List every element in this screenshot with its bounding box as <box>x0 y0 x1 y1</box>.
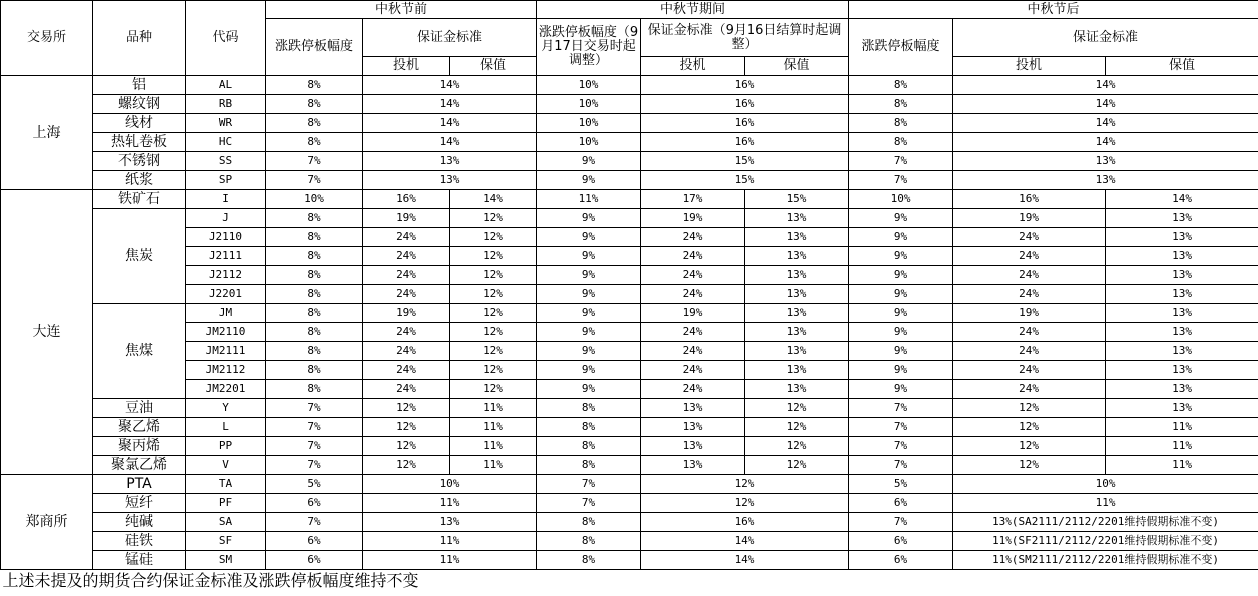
limit-cell: 7% <box>849 171 953 190</box>
table-row <box>1 418 1258 437</box>
hedge-margin-cell: 12% <box>450 380 537 399</box>
limit-cell: 7% <box>849 418 953 437</box>
code-cell-pp: PP <box>186 437 266 456</box>
spec-margin-cell: 19% <box>363 304 450 323</box>
hedge-margin-cell: 13% <box>745 304 849 323</box>
margin-cell: 14% <box>953 133 1258 152</box>
hedge-margin-cell: 13% <box>1106 361 1258 380</box>
product-cell: 纯碱 <box>93 513 186 532</box>
hedge-margin-cell: 12% <box>450 266 537 285</box>
product-cell: 短纤 <box>93 494 186 513</box>
limit-cell: 9% <box>537 380 641 399</box>
code-cell-pf: PF <box>186 494 266 513</box>
margin-cell: 11%(SF2111/2112/2201维持假期标准不变) <box>953 532 1258 551</box>
table-row <box>1 285 1258 304</box>
limit-cell: 8% <box>266 133 363 152</box>
limit-cell: 10% <box>537 114 641 133</box>
limit-cell: 6% <box>849 532 953 551</box>
hedge-margin-cell: 13% <box>1106 266 1258 285</box>
limit-cell: 8% <box>537 532 641 551</box>
limit-cell: 7% <box>537 494 641 513</box>
spec-margin-cell: 24% <box>953 266 1106 285</box>
code-cell-j2110: J2110 <box>186 228 266 247</box>
table-row <box>1 247 1258 266</box>
limit-cell: 9% <box>537 152 641 171</box>
hedge-margin-cell: 13% <box>1106 342 1258 361</box>
product-cell: 螺纹钢 <box>93 95 186 114</box>
hedge-margin-cell: 13% <box>745 285 849 304</box>
code-cell-jm2112: JM2112 <box>186 361 266 380</box>
limit-cell: 5% <box>266 475 363 494</box>
table-row <box>1 323 1258 342</box>
hedge-margin-cell: 12% <box>450 342 537 361</box>
margin-cell: 15% <box>641 152 849 171</box>
spec-margin-cell: 19% <box>641 209 745 228</box>
product-cell: 铝 <box>93 76 186 95</box>
limit-cell: 9% <box>849 323 953 342</box>
margin-cell: 14% <box>363 133 537 152</box>
code-cell-j2112: J2112 <box>186 266 266 285</box>
spec-margin-cell: 24% <box>641 228 745 247</box>
margin-cell: 16% <box>641 114 849 133</box>
limit-cell: 8% <box>537 437 641 456</box>
code-cell-j2201: J2201 <box>186 285 266 304</box>
table-row <box>1 456 1258 475</box>
margin-cell: 12% <box>641 475 849 494</box>
spec-margin-cell: 16% <box>363 190 450 209</box>
limit-cell: 6% <box>849 494 953 513</box>
limit-cell: 9% <box>537 266 641 285</box>
limit-cell: 9% <box>537 323 641 342</box>
margin-cell: 14% <box>363 95 537 114</box>
code-cell-jm2201: JM2201 <box>186 380 266 399</box>
limit-cell: 7% <box>849 437 953 456</box>
hedge-margin-cell: 13% <box>1106 399 1258 418</box>
header-margin-during: 保证金标准（9月16日结算时起调整） <box>641 19 849 57</box>
margin-cell: 13%(SA2111/2112/2201维持假期标准不变) <box>953 513 1258 532</box>
product-cell: PTA <box>93 475 186 494</box>
table-row <box>1 513 1258 532</box>
hedge-margin-cell: 12% <box>450 285 537 304</box>
product-group-cell: 焦煤 <box>93 304 186 399</box>
header-limit-before: 涨跌停板幅度 <box>266 19 363 76</box>
margin-cell: 14% <box>363 76 537 95</box>
spec-margin-cell: 12% <box>953 399 1106 418</box>
product-cell: 热轧卷板 <box>93 133 186 152</box>
hedge-margin-cell: 11% <box>450 399 537 418</box>
spec-margin-cell: 24% <box>363 247 450 266</box>
period-title-during: 中秋节期间 <box>537 1 849 19</box>
margin-cell: 15% <box>641 171 849 190</box>
limit-cell: 7% <box>266 456 363 475</box>
code-cell-jm2110: JM2110 <box>186 323 266 342</box>
limit-cell: 8% <box>537 418 641 437</box>
hedge-margin-cell: 13% <box>745 342 849 361</box>
hedge-margin-cell: 13% <box>1106 380 1258 399</box>
hedge-margin-cell: 15% <box>745 190 849 209</box>
hedge-margin-cell: 11% <box>450 456 537 475</box>
limit-cell: 11% <box>537 190 641 209</box>
code-cell-sf: SF <box>186 532 266 551</box>
code-cell-wr: WR <box>186 114 266 133</box>
margin-cell: 16% <box>641 133 849 152</box>
table-row <box>1 209 1258 228</box>
margin-cell: 14% <box>953 114 1258 133</box>
code-cell-y: Y <box>186 399 266 418</box>
hedge-margin-cell: 13% <box>1106 228 1258 247</box>
spec-margin-cell: 19% <box>953 209 1106 228</box>
spec-margin-cell: 24% <box>953 285 1106 304</box>
spec-margin-cell: 19% <box>363 209 450 228</box>
table-row <box>1 380 1258 399</box>
margin-cell: 10% <box>363 475 537 494</box>
hedge-margin-cell: 12% <box>450 323 537 342</box>
limit-cell: 7% <box>537 475 641 494</box>
margin-cell: 14% <box>953 95 1258 114</box>
product-cell: 不锈钢 <box>93 152 186 171</box>
margin-cell: 14% <box>641 551 849 570</box>
spec-margin-cell: 12% <box>363 418 450 437</box>
limit-cell: 10% <box>537 133 641 152</box>
spec-margin-cell: 19% <box>641 304 745 323</box>
product-cell: 锰硅 <box>93 551 186 570</box>
code-cell-rb: RB <box>186 95 266 114</box>
limit-cell: 9% <box>849 342 953 361</box>
header-hedge-after: 保值 <box>1106 57 1258 76</box>
margin-cell: 11% <box>363 551 537 570</box>
code-cell-sp: SP <box>186 171 266 190</box>
limit-cell: 8% <box>266 228 363 247</box>
spec-margin-cell: 24% <box>953 323 1106 342</box>
limit-cell: 7% <box>266 152 363 171</box>
limit-cell: 8% <box>537 399 641 418</box>
limit-cell: 9% <box>849 380 953 399</box>
spec-margin-cell: 24% <box>953 361 1106 380</box>
spec-margin-cell: 12% <box>953 456 1106 475</box>
code-cell-hc: HC <box>186 133 266 152</box>
hedge-margin-cell: 13% <box>1106 209 1258 228</box>
header-spec-before: 投机 <box>363 57 450 76</box>
spec-margin-cell: 24% <box>641 323 745 342</box>
spec-margin-cell: 24% <box>641 247 745 266</box>
code-cell-ta: TA <box>186 475 266 494</box>
table-row <box>1 266 1258 285</box>
table-row <box>1 171 1258 190</box>
hedge-margin-cell: 13% <box>1106 304 1258 323</box>
limit-cell: 8% <box>266 114 363 133</box>
limit-cell: 10% <box>849 190 953 209</box>
exchange-cell: 大连 <box>1 190 93 475</box>
period-title-before: 中秋节前 <box>266 1 537 19</box>
margin-cell: 13% <box>953 152 1258 171</box>
limit-cell: 9% <box>849 266 953 285</box>
spec-margin-cell: 13% <box>641 399 745 418</box>
limit-cell: 6% <box>266 494 363 513</box>
spec-margin-cell: 19% <box>953 304 1106 323</box>
limit-cell: 6% <box>266 551 363 570</box>
hedge-margin-cell: 12% <box>450 304 537 323</box>
limit-cell: 8% <box>266 247 363 266</box>
spec-margin-cell: 24% <box>363 323 450 342</box>
table-row <box>1 361 1258 380</box>
margin-cell: 13% <box>953 171 1258 190</box>
code-cell-j2111: J2111 <box>186 247 266 266</box>
spec-margin-cell: 13% <box>641 418 745 437</box>
code-cell-sm: SM <box>186 551 266 570</box>
limit-cell: 8% <box>266 285 363 304</box>
table-row <box>1 494 1258 513</box>
margin-cell: 14% <box>953 76 1258 95</box>
header-margin-after: 保证金标准 <box>953 19 1258 57</box>
limit-cell: 9% <box>537 171 641 190</box>
table-row <box>1 551 1258 570</box>
limit-cell: 10% <box>537 95 641 114</box>
limit-cell: 7% <box>849 456 953 475</box>
hedge-margin-cell: 11% <box>450 437 537 456</box>
exchange-cell: 郑商所 <box>1 475 93 570</box>
spec-margin-cell: 13% <box>641 456 745 475</box>
limit-cell: 6% <box>849 551 953 570</box>
limit-cell: 9% <box>537 247 641 266</box>
margin-cell: 13% <box>363 513 537 532</box>
limit-cell: 8% <box>266 304 363 323</box>
limit-cell: 9% <box>537 304 641 323</box>
limit-cell: 9% <box>537 342 641 361</box>
limit-cell: 8% <box>266 76 363 95</box>
spec-margin-cell: 16% <box>953 190 1106 209</box>
spec-margin-cell: 24% <box>363 285 450 304</box>
spec-margin-cell: 12% <box>953 418 1106 437</box>
product-cell: 聚乙烯 <box>93 418 186 437</box>
limit-cell: 10% <box>266 190 363 209</box>
hedge-margin-cell: 13% <box>745 247 849 266</box>
limit-cell: 9% <box>849 209 953 228</box>
hedge-margin-cell: 12% <box>745 399 849 418</box>
header-code: 代码 <box>186 1 266 76</box>
limit-cell: 5% <box>849 475 953 494</box>
spec-margin-cell: 24% <box>953 247 1106 266</box>
limit-cell: 7% <box>849 513 953 532</box>
limit-cell: 8% <box>266 95 363 114</box>
spec-margin-cell: 24% <box>641 361 745 380</box>
table-row <box>1 95 1258 114</box>
spec-margin-cell: 24% <box>363 361 450 380</box>
header-spec-during: 投机 <box>641 57 745 76</box>
limit-cell: 7% <box>266 399 363 418</box>
limit-cell: 7% <box>849 399 953 418</box>
limit-cell: 9% <box>537 209 641 228</box>
hedge-margin-cell: 13% <box>745 228 849 247</box>
table-row <box>1 532 1258 551</box>
limit-cell: 7% <box>266 418 363 437</box>
header-hedge-before: 保值 <box>450 57 537 76</box>
table-row <box>1 342 1258 361</box>
hedge-margin-cell: 11% <box>1106 418 1258 437</box>
hedge-margin-cell: 14% <box>450 190 537 209</box>
header-spec-after: 投机 <box>953 57 1106 76</box>
margin-cell: 13% <box>363 152 537 171</box>
spec-margin-cell: 24% <box>953 342 1106 361</box>
product-cell: 硅铁 <box>93 532 186 551</box>
product-cell: 线材 <box>93 114 186 133</box>
hedge-margin-cell: 11% <box>1106 437 1258 456</box>
product-cell: 豆油 <box>93 399 186 418</box>
spec-margin-cell: 13% <box>641 437 745 456</box>
spec-margin-cell: 24% <box>641 342 745 361</box>
hedge-margin-cell: 12% <box>745 437 849 456</box>
table-row <box>1 475 1258 494</box>
margin-cell: 16% <box>641 76 849 95</box>
hedge-margin-cell: 14% <box>1106 190 1258 209</box>
limit-cell: 8% <box>537 513 641 532</box>
product-group-cell: 焦炭 <box>93 209 186 304</box>
spec-margin-cell: 24% <box>953 228 1106 247</box>
spec-margin-cell: 12% <box>953 437 1106 456</box>
limit-cell: 6% <box>266 532 363 551</box>
limit-cell: 8% <box>266 323 363 342</box>
hedge-margin-cell: 13% <box>745 380 849 399</box>
table-row <box>1 152 1258 171</box>
spec-margin-cell: 12% <box>363 456 450 475</box>
code-cell-l: L <box>186 418 266 437</box>
table-row <box>1 114 1258 133</box>
margin-cell: 13% <box>363 171 537 190</box>
limit-cell: 9% <box>849 304 953 323</box>
limit-cell: 7% <box>266 437 363 456</box>
limit-cell: 8% <box>266 266 363 285</box>
hedge-margin-cell: 12% <box>450 361 537 380</box>
table-row <box>1 133 1258 152</box>
spec-margin-cell: 24% <box>641 266 745 285</box>
header-margin-before: 保证金标准 <box>363 19 537 57</box>
hedge-margin-cell: 13% <box>745 361 849 380</box>
limit-cell: 7% <box>849 152 953 171</box>
table-row <box>1 190 1258 209</box>
limit-cell: 8% <box>849 114 953 133</box>
code-cell-jm: JM <box>186 304 266 323</box>
margin-cell: 10% <box>953 475 1258 494</box>
code-cell-v: V <box>186 456 266 475</box>
footnote: 上述未提及的期货合约保证金标准及涨跌停板幅度维持不变 <box>1 570 1258 592</box>
margin-cell: 12% <box>641 494 849 513</box>
limit-cell: 8% <box>849 95 953 114</box>
limit-cell: 9% <box>849 228 953 247</box>
hedge-margin-cell: 11% <box>450 418 537 437</box>
hedge-margin-cell: 12% <box>745 456 849 475</box>
header-exchange: 交易所 <box>1 1 93 76</box>
limit-cell: 7% <box>266 513 363 532</box>
spec-margin-cell: 24% <box>641 285 745 304</box>
limit-cell: 9% <box>537 228 641 247</box>
table-row <box>1 399 1258 418</box>
spec-margin-cell: 24% <box>363 342 450 361</box>
product-cell: 聚丙烯 <box>93 437 186 456</box>
hedge-margin-cell: 13% <box>745 266 849 285</box>
limit-cell: 8% <box>849 133 953 152</box>
header-product: 品种 <box>93 1 186 76</box>
hedge-margin-cell: 13% <box>1106 285 1258 304</box>
margin-cell: 11% <box>363 494 537 513</box>
limit-cell: 7% <box>266 171 363 190</box>
limit-cell: 9% <box>849 361 953 380</box>
hedge-margin-cell: 12% <box>745 418 849 437</box>
code-cell-al: AL <box>186 76 266 95</box>
product-cell: 铁矿石 <box>93 190 186 209</box>
limit-cell: 8% <box>266 380 363 399</box>
table-row <box>1 76 1258 95</box>
code-cell-jm2111: JM2111 <box>186 342 266 361</box>
spec-margin-cell: 17% <box>641 190 745 209</box>
code-cell-i: I <box>186 190 266 209</box>
header-limit-after: 涨跌停板幅度 <box>849 19 953 76</box>
code-cell-ss: SS <box>186 152 266 171</box>
limit-cell: 8% <box>266 209 363 228</box>
header-limit-during: 涨跌停板幅度（9月17日交易时起调整） <box>537 19 641 76</box>
hedge-margin-cell: 12% <box>450 247 537 266</box>
table-row <box>1 437 1258 456</box>
period-title-after: 中秋节后 <box>849 1 1258 19</box>
limit-cell: 8% <box>537 551 641 570</box>
limit-cell: 10% <box>537 76 641 95</box>
limit-cell: 9% <box>537 285 641 304</box>
margin-cell: 11%(SM2111/2112/2201维持假期标准不变) <box>953 551 1258 570</box>
exchange-cell: 上海 <box>1 76 93 190</box>
hedge-margin-cell: 13% <box>745 323 849 342</box>
spec-margin-cell: 24% <box>953 380 1106 399</box>
margin-cell: 16% <box>641 513 849 532</box>
limit-cell: 8% <box>266 342 363 361</box>
header-hedge-during: 保值 <box>745 57 849 76</box>
hedge-margin-cell: 13% <box>1106 247 1258 266</box>
margin-cell: 11% <box>953 494 1258 513</box>
hedge-margin-cell: 11% <box>1106 456 1258 475</box>
table-row <box>1 228 1258 247</box>
limit-cell: 8% <box>849 76 953 95</box>
margin-cell: 16% <box>641 95 849 114</box>
limit-cell: 9% <box>537 361 641 380</box>
spec-margin-cell: 24% <box>363 228 450 247</box>
table-row <box>1 304 1258 323</box>
product-cell: 纸浆 <box>93 171 186 190</box>
code-cell-sa: SA <box>186 513 266 532</box>
code-cell-j: J <box>186 209 266 228</box>
limit-cell: 8% <box>537 456 641 475</box>
margin-cell: 14% <box>641 532 849 551</box>
limit-cell: 8% <box>266 361 363 380</box>
margin-cell: 14% <box>363 114 537 133</box>
spec-margin-cell: 24% <box>363 266 450 285</box>
spec-margin-cell: 12% <box>363 437 450 456</box>
spec-margin-cell: 24% <box>641 380 745 399</box>
hedge-margin-cell: 12% <box>450 209 537 228</box>
spec-margin-cell: 12% <box>363 399 450 418</box>
hedge-margin-cell: 13% <box>745 209 849 228</box>
hedge-margin-cell: 12% <box>450 228 537 247</box>
limit-cell: 9% <box>849 285 953 304</box>
hedge-margin-cell: 13% <box>1106 323 1258 342</box>
limit-cell: 9% <box>849 247 953 266</box>
product-cell: 聚氯乙烯 <box>93 456 186 475</box>
spec-margin-cell: 24% <box>363 380 450 399</box>
margin-cell: 11% <box>363 532 537 551</box>
